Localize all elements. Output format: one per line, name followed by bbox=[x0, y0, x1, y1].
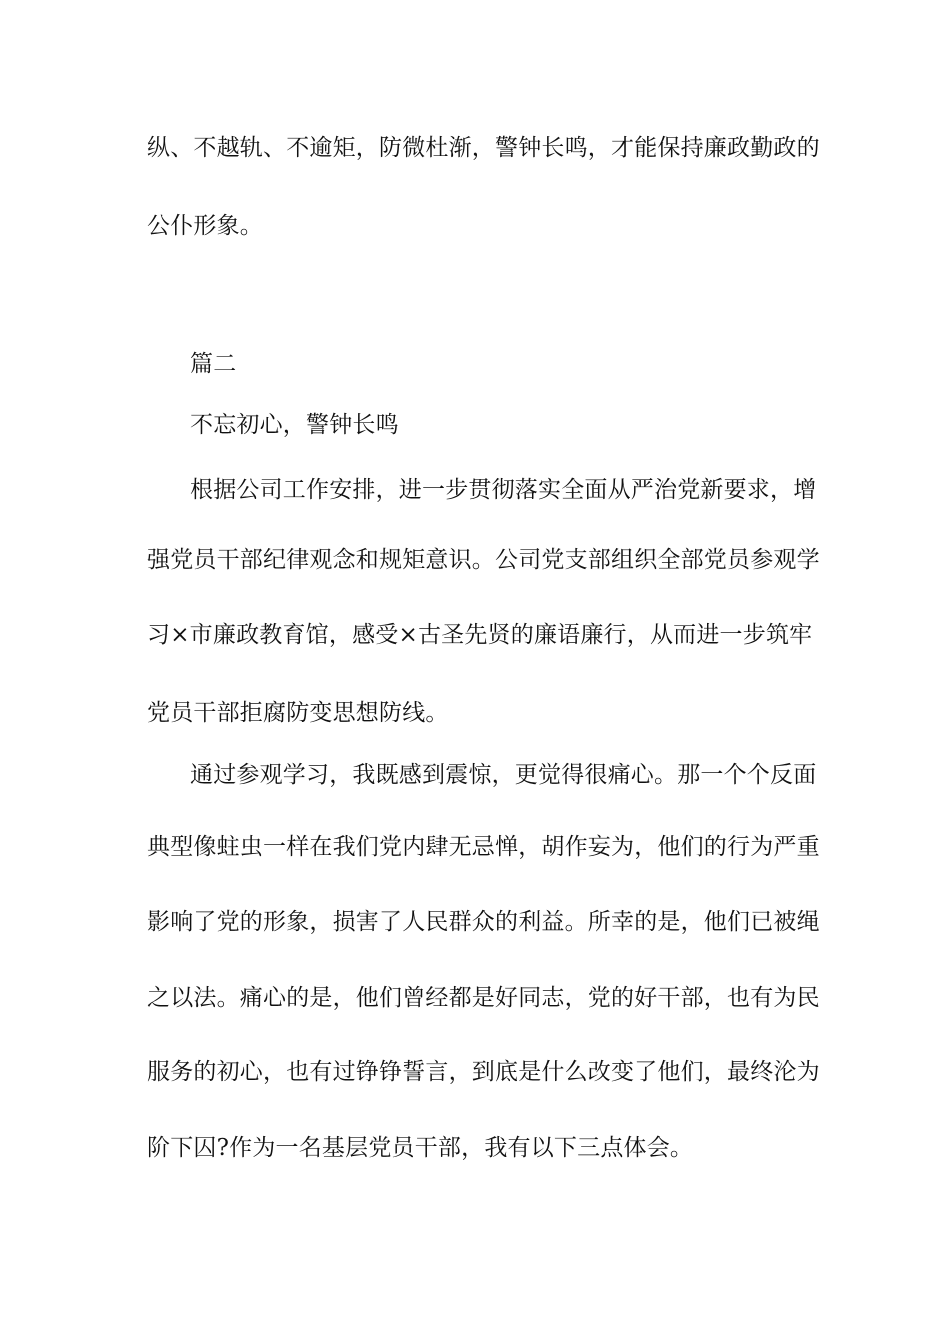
continuation-line-2: 公仆形象。 bbox=[147, 213, 263, 239]
paragraph1-line-3: 习×市廉政教育馆，感受×古圣先贤的廉语廉行，从而进一步筑牢 bbox=[147, 622, 813, 648]
continuation-line-1: 纵、不越轨、不逾矩，防微杜渐，警钟长鸣，才能保持廉政勤政的 bbox=[147, 135, 820, 161]
paragraph2-line-1: 通过参观学习，我既感到震惊，更觉得很痛心。那一个个反面 bbox=[190, 762, 817, 788]
section-title: 不忘初心，警钟长鸣 bbox=[190, 412, 399, 438]
paragraph1-line-2: 强党员干部纪律观念和规矩意识。公司党支部组织全部党员参观学 bbox=[147, 547, 820, 573]
paragraph2-line-2: 典型像蛀虫一样在我们党内肆无忌惮，胡作妄为，他们的行为严重 bbox=[147, 834, 820, 860]
paragraph1-line-4: 党员干部拒腐防变思想防线。 bbox=[147, 700, 449, 726]
paragraph1-line-1: 根据公司工作安排，进一步贯彻落实全面从严治党新要求，增 bbox=[190, 477, 817, 503]
paragraph2-line-5: 服务的初心，也有过铮铮誓言，到底是什么改变了他们，最终沦为 bbox=[147, 1059, 820, 1085]
paragraph2-line-4: 之以法。痛心的是，他们曾经都是好同志，党的好干部，也有为民 bbox=[147, 985, 820, 1011]
paragraph2-line-3: 影响了党的形象，损害了人民群众的利益。所幸的是，他们已被绳 bbox=[147, 909, 820, 935]
paragraph2-line-6: 阶下囚?作为一名基层党员干部，我有以下三点体会。 bbox=[147, 1135, 694, 1161]
section-label: 篇二 bbox=[190, 351, 237, 377]
